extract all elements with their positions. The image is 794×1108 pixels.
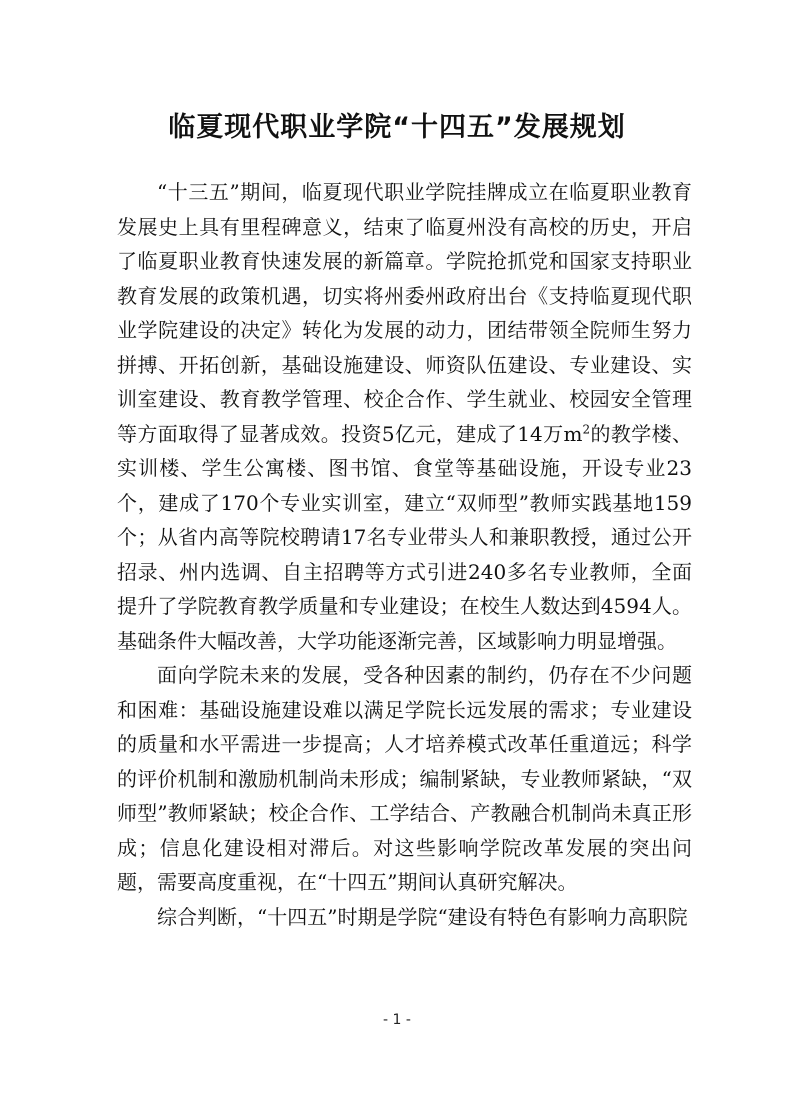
- superscript-2: 2: [582, 421, 591, 436]
- document-body: [117, 175, 692, 934]
- paragraph-problems: 面向学院未来的发展，受各种因素的制约，仍存在不少问题和困难：基础设施建设难以满足学院长远发展的需求；专业建设的质量和水平需进一步提高；人才培养模式改革任重道远；科学的评价机制和激励机制尚未形成；编制紧缺，专业教师紧缺，“双师型”教师紧缺；校企合作、工学结合、产教融合机制尚未真正形成；信息化建设相对滞后。对这些影响学院改革发展的突出问题，需要高度重视，在“十四五”期间认真研究解决。: [117, 663, 692, 894]
- page-number: - 1 -: [383, 1012, 411, 1028]
- paragraph-assessment: 综合判断，“十四五”时期是学院“建设有特色有影响力高职院: [157, 904, 688, 929]
- paragraph-achievements-text-2: 的教学楼、实训楼、学生公寓楼、图书馆、食堂等基础设施，开设专业23个，建成了170个专业实训室，建立“双师型”教师实践基地159个；从省内高等院校聘请17名专业带头人和兼职教授，通过公开招录、州内选调、自主招聘等方式引进240多名专业教师，全面提升了学院教育教学质量和专业建设；在校生人数达到4594人。基础条件大幅改善，大学功能逐渐完善，区域影响力明显增强。: [117, 421, 693, 653]
- document-title: 临夏现代职业学院“十四五”发展规划: [168, 112, 626, 144]
- paragraph-achievements: [117, 175, 692, 658]
- paragraph-achievements-text-1: “十三五”期间，临夏现代职业学院挂牌成立在临夏职业教育发展史上具有里程碑意义，结束了临夏州没有高校的历史，开启了临夏职业教育快速发展的新篇章。学院抢抓党和国家支持职业教育发展的政策机遇，切实将州委州政府出台《支持临夏现代职业学院建设的决定》转化为发展的动力，团结带领全院师生努力拼搏、开拓创新，基础设施建设、师资队伍建设、专业建设、实训室建设、教育教学管理、校企合作、学生就业、校园安全管理等方面取得了显著成效。投资5亿元，建成了14万m: [117, 180, 692, 446]
